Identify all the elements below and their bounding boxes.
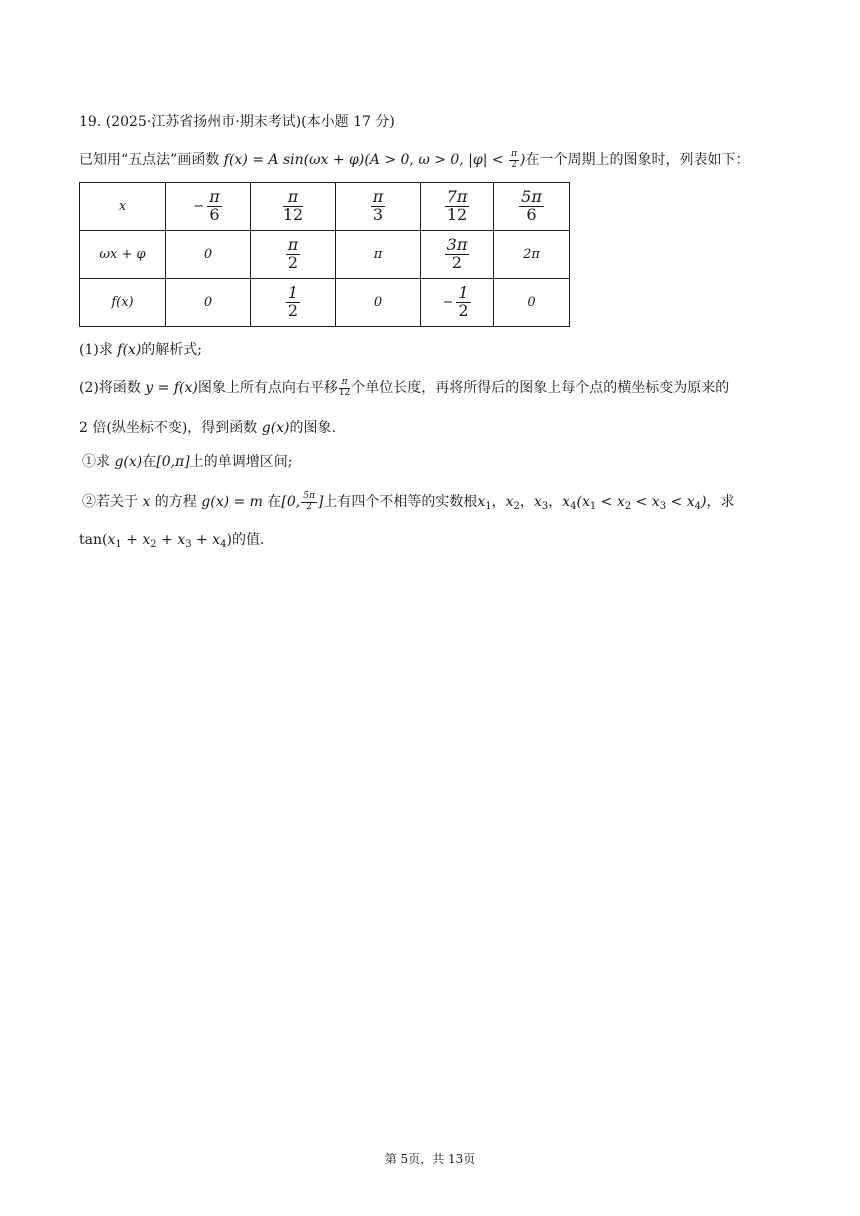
q2b-interval-fraction: $\frac{5\pi}{2}$ bbox=[303, 491, 315, 512]
page-footer: 第 5页，共 13页 bbox=[384, 1152, 476, 1166]
cell-fraction: $\frac{7\pi}{12}$ bbox=[446, 187, 468, 224]
intro-after: 在一个周期上的图象时，列表如下： bbox=[525, 152, 750, 168]
cell-fraction: $\frac{\pi}{12}$ bbox=[282, 187, 304, 224]
intro-function: f(x) = A sin(ωx + φ)(A > 0, ω > 0, |φ| < bbox=[223, 152, 509, 168]
cell-fraction: $\frac{\pi}{3}$ bbox=[372, 187, 384, 224]
question-1: (1)求 f(x)的解析式; bbox=[79, 342, 203, 358]
table-row bbox=[80, 279, 570, 327]
cell-fraction: $\frac{\pi}{6}$ bbox=[209, 187, 220, 224]
question-header: 19. (2025·江苏省扬州市·期末考试)(本小题 17 分) bbox=[79, 114, 395, 130]
intro-text: 已知用“五点法”画函数 f(x) = A sin(ωx + φ)(A > 0, ω > 0, |φ| < $\frac{\pi}{2}$ )在一个周期上的图象时，列表如下： bbox=[79, 149, 750, 170]
question-2a: ①求 g(x)在[0,π]上的单调增区间; bbox=[82, 454, 293, 470]
question-2-line-1: (2)将函数 y = f(x)图象上所有点向右平移 $\frac{\pi}{12}$ 个单位长度，再将所得后的图象上每个点的横坐标变为原来的 bbox=[79, 377, 730, 398]
question-2b-line-2: $\tan(x_1 + x_2 + x_3 + x_4)$的值. bbox=[79, 532, 265, 550]
table-cell: 0 bbox=[166, 279, 251, 327]
row-label: f(x) bbox=[80, 279, 166, 327]
table-cell bbox=[421, 183, 494, 231]
table-cell bbox=[251, 231, 336, 279]
q1-function: f(x) bbox=[117, 342, 142, 358]
cell-fraction: $\frac{1}{2}$ bbox=[458, 283, 469, 320]
table-cell bbox=[251, 183, 336, 231]
question-2-line-2: 2 倍(纵坐标不变)，得到函数 g(x)的图象. bbox=[79, 420, 336, 436]
table-row bbox=[80, 183, 570, 231]
table-cell bbox=[251, 279, 336, 327]
cell-fraction: $\frac{5\pi}{6}$ bbox=[521, 187, 542, 224]
table-cell: − $\frac{\pi}{6}$ bbox=[166, 183, 251, 231]
q2-shift-fraction: $\frac{\pi}{12}$ bbox=[338, 377, 351, 398]
intro-before: 已知用“五点法”画函数 bbox=[79, 152, 220, 168]
table-cell: π bbox=[336, 231, 421, 279]
question-2b-line-1: ②若关于 x 的方程 g(x) = m 在[0, $\frac{5\pi}{2}$ ]上有四个不相等的实数根$x_1$，$x_2$，$x_3$，$x_4(x_1 < x_2 < x_3 < x_4)$，求 bbox=[82, 491, 735, 512]
cell-fraction: $\frac{3\pi}{2}$ bbox=[446, 235, 468, 272]
cell-fraction: $\frac{1}{2}$ bbox=[287, 283, 299, 320]
q2-function: y = f(x) bbox=[145, 380, 198, 396]
five-point-table bbox=[79, 182, 570, 327]
row-label: x bbox=[80, 183, 166, 231]
row-label: ωx + φ bbox=[80, 231, 166, 279]
table-cell: − $\frac{1}{2}$ bbox=[421, 279, 494, 327]
cell-fraction: $\frac{\pi}{2}$ bbox=[287, 235, 299, 272]
table-cell: 0 bbox=[494, 279, 570, 327]
table-cell bbox=[494, 183, 570, 231]
table-cell: 0 bbox=[166, 231, 251, 279]
table-cell bbox=[336, 183, 421, 231]
table-cell bbox=[421, 231, 494, 279]
q2-g-function: g(x) bbox=[261, 420, 290, 436]
intro-phi-bound-fraction: $\frac{\pi}{2}$ bbox=[511, 149, 517, 170]
table-cell: 0 bbox=[336, 279, 421, 327]
table-row bbox=[80, 231, 570, 279]
table-cell: 2π bbox=[494, 231, 570, 279]
